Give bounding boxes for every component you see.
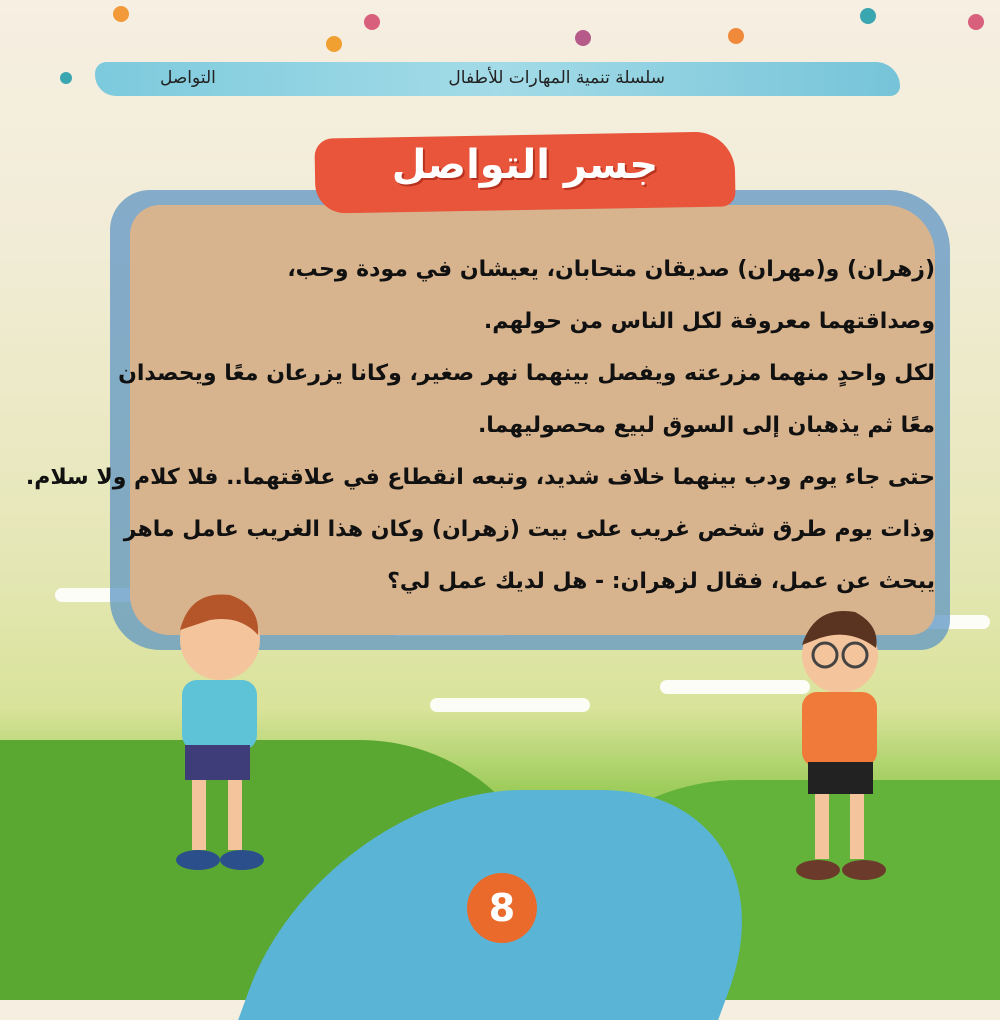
boy-zahran-illustration bbox=[160, 585, 280, 880]
series-title: سلسلة تنمية المهارات للأطفال bbox=[448, 68, 665, 88]
cloud bbox=[430, 698, 590, 712]
story-line: يبحث عن عمل، فقال لزهران: - هل لديك عمل لي؟ bbox=[387, 569, 935, 594]
decor-dot bbox=[113, 6, 129, 22]
page-title: جسر التواصل bbox=[391, 142, 659, 188]
section-title: التواصل bbox=[160, 68, 216, 88]
decor-dot bbox=[968, 14, 984, 30]
decor-dot bbox=[728, 28, 744, 44]
boy-mehran-illustration bbox=[780, 600, 900, 890]
story-line: لكل واحدٍ منهما مزرعته ويفصل بينهما نهر صغير، وكانا يزرعان معًا ويحصدان bbox=[118, 361, 935, 386]
decor-dot bbox=[364, 14, 380, 30]
decor-dot bbox=[60, 72, 72, 84]
page-number: 8 bbox=[467, 873, 537, 943]
story-line: معًا ثم يذهبان إلى السوق لبيع محصوليهما. bbox=[477, 413, 935, 438]
decor-dot bbox=[326, 36, 342, 52]
story-line: حتى جاء يوم ودب بينهما خلاف شديد، وتبعه انقطاع في علاقتهما.. فلا كلام ولا سلام. bbox=[25, 465, 935, 490]
story-line: وذات يوم طرق شخص غريب على بيت (زهران) وكان هذا الغريب عامل ماهر bbox=[123, 517, 935, 542]
decor-dot bbox=[575, 30, 591, 46]
decor-dot bbox=[860, 8, 876, 24]
story-line: (زهران) و(مهران) صديقان متحابان، يعيشان في مودة وحب، bbox=[287, 257, 935, 282]
story-line: وصداقتهما معروفة لكل الناس من حولهم. bbox=[483, 309, 935, 334]
story-text bbox=[25, 248, 935, 612]
